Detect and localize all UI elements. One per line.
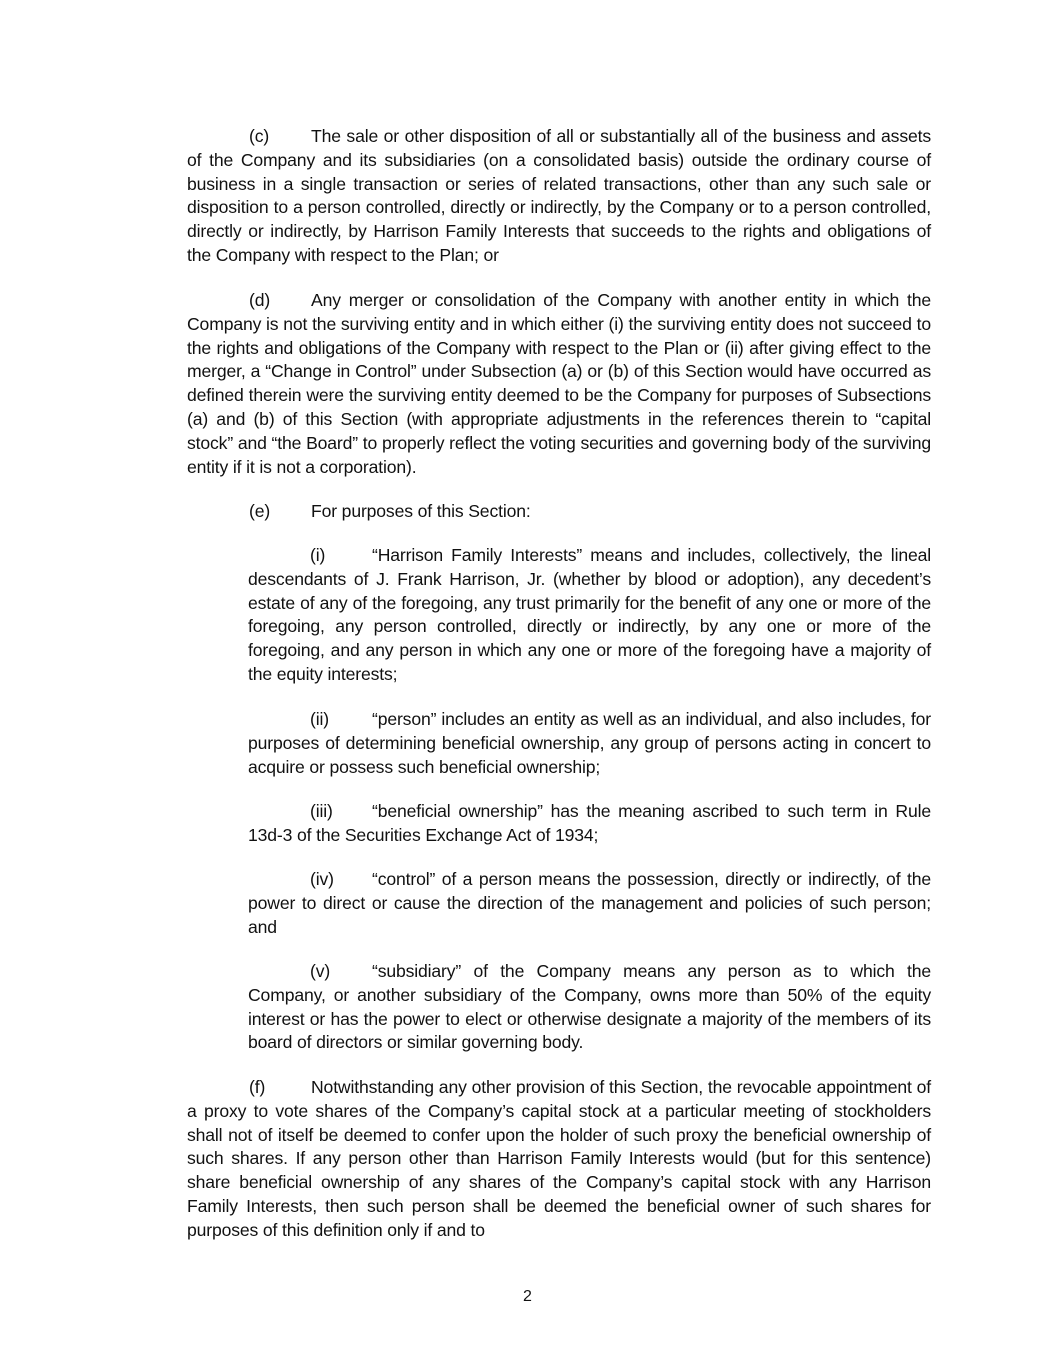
paragraph-text: “person” includes an entity as well as an individual, and also includes, for purposes of determining beneficial ownership, any group of persons acting in concert to acquire or possess such beneficial ownership; <box>248 709 931 777</box>
paragraph-text: For purposes of this Section: <box>311 501 531 521</box>
paragraph-label: (v) <box>310 961 331 981</box>
paragraph-label: (e) <box>249 501 271 521</box>
paragraph-e-i <box>248 544 931 687</box>
paragraph-d <box>187 289 931 479</box>
paragraph-label: (ii) <box>310 709 329 729</box>
paragraph-e-ii <box>248 708 931 779</box>
paragraph-e-iii <box>248 800 931 848</box>
paragraph-text: “control” of a person means the possession, directly or indirectly, of the power to direct or cause the direction of the management and policies of such person; and <box>248 869 931 937</box>
paragraph-text: “beneficial ownership” has the meaning ascribed to such term in Rule 13d-3 of the Securities Exchange Act of 1934; <box>248 801 931 845</box>
paragraph-label: (i) <box>310 545 326 565</box>
paragraph-e-v <box>248 960 931 1055</box>
paragraph-text: Notwithstanding any other provision of this Section, the revocable appointment of a proxy to vote shares of the Company’s capital stock at a particular meeting of stockholders shall not of itself be deemed to confer upon the holder of such proxy the beneficial ownership of such shares. If any person other than Harrison Family Interests would (but for this sentence) share beneficial ownership of any shares of the Company’s capital stock with any Harrison Family Interests, then such person shall be deemed the beneficial owner of such shares for purposes of this definition only if and to <box>187 1077 931 1240</box>
paragraph-text: The sale or other disposition of all or substantially all of the business and assets of the Company and its subsidiaries (on a consolidated basis) outside the ordinary course of business in a single transaction or series of related transactions, other than any such sale or disposition to a person controlled, directly or indirectly, by the Company or to a person controlled, directly or indirectly, by Harrison Family Interests that succeeds to the rights and obligations of the Company with respect to the Plan; or <box>187 126 931 265</box>
paragraph-c <box>187 125 931 268</box>
paragraph-label: (iii) <box>310 801 333 821</box>
paragraph-label: (d) <box>249 290 271 310</box>
paragraph-text: “subsidiary” of the Company means any person as to which the Company, or another subsidiary of the Company, owns more than 50% of the equity interest or has the power to elect or otherwise designate a majority of the members of its board of directors or similar governing body. <box>248 961 931 1053</box>
paragraph-e-iv <box>248 868 931 939</box>
paragraph-e <box>187 500 931 524</box>
page-number: 2 <box>523 1288 532 1305</box>
paragraph-text: Any merger or consolidation of the Company with another entity in which the Company is not the surviving entity and in which either (i) the surviving entity does not succeed to the rights and obligations of the Company with respect to the Plan or (ii) after giving effect to the merger, a “Change in Control” under Subsection (a) or (b) of this Section would have occurred as defined therein were the surviving entity deemed to be the Company for purposes of Subsections (a) and (b) of this Section (with appropriate adjustments in the references therein to “capital stock” and “the Board” to properly reflect the voting securities and governing body of the surviving entity if it is not a corporation). <box>187 290 931 477</box>
paragraph-text: “Harrison Family Interests” means and includes, collectively, the lineal descendants of J. Frank Harrison, Jr. (whether by blood or adoption), any decedent’s estate of any of the foregoing, any trust primarily for the benefit of any one or more of the foregoing, any person controlled, directly or indirectly, by any one or more of the foregoing, and any person in which any one or more of the foregoing have a majority of the equity interests; <box>248 545 931 684</box>
paragraph-label: (iv) <box>310 869 334 889</box>
paragraph-f <box>187 1076 931 1243</box>
paragraph-label: (c) <box>249 126 270 146</box>
paragraph-label: (f) <box>249 1077 266 1097</box>
